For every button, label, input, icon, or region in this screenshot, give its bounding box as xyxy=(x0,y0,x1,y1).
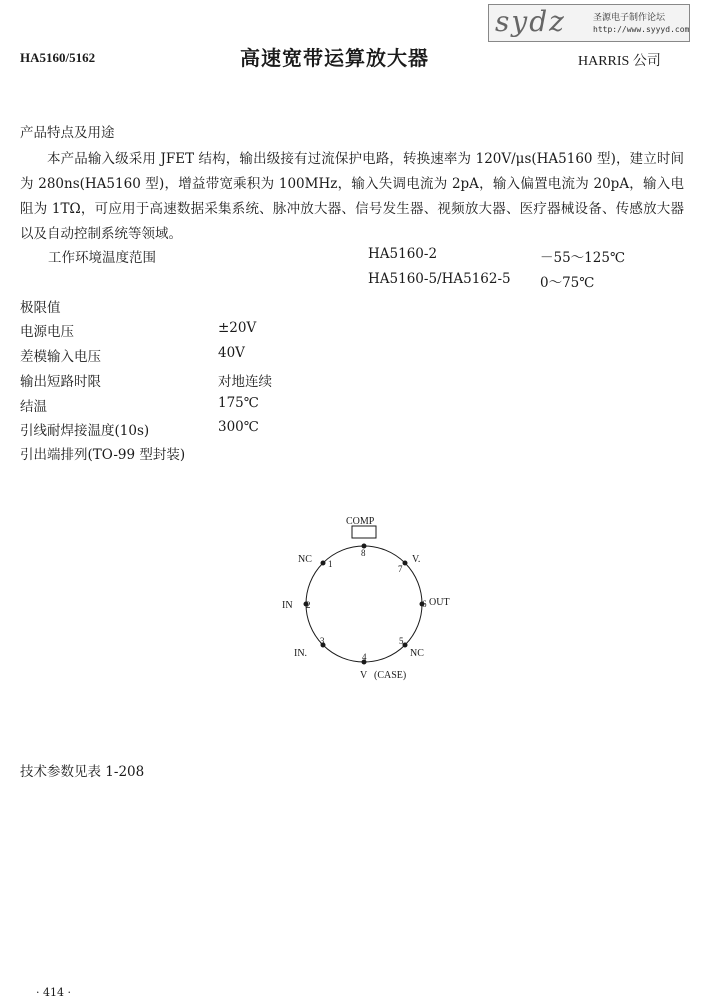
features-heading: 产品特点及用途 xyxy=(20,125,115,141)
watermark-url: http://www.syyyd.com xyxy=(593,25,690,34)
temperature-model: HA5160-5/HA5162-5 xyxy=(368,271,511,287)
pin-number: 6 xyxy=(422,599,427,609)
pin-label-v-plus: V. xyxy=(412,554,421,565)
pin-number: 8 xyxy=(361,548,366,558)
limit-value: 175℃ xyxy=(218,395,259,411)
temperature-label: 工作环境温度范围 xyxy=(48,250,156,266)
temperature-range: －55～125℃ xyxy=(540,250,626,266)
pin-label-out: OUT xyxy=(429,597,450,608)
pinout-heading: 引出端排列(TO-99 型封装) xyxy=(20,447,186,463)
limit-label: 结温 xyxy=(20,399,47,415)
watermark-logo: sydz xyxy=(495,5,566,38)
pin-label-v-minus: V xyxy=(360,670,368,681)
case-label: (CASE) xyxy=(374,670,407,681)
watermark-stamp xyxy=(488,4,690,42)
pin-number: 7 xyxy=(398,564,403,574)
pin-label-nc: NC xyxy=(298,554,312,565)
pin-number: 5 xyxy=(399,636,404,646)
pinout-diagram xyxy=(270,512,470,692)
pin-number: 2 xyxy=(306,600,311,610)
part-number: HA5160/5162 xyxy=(20,50,96,65)
company-name: HARRIS 公司 xyxy=(578,54,661,69)
pin-dot xyxy=(403,561,408,566)
comp-tab xyxy=(352,526,376,538)
features-paragraph: 本产品输入级采用 JFET 结构，输出级接有过流保护电路，转换速率为 120V/μs(HA5160 型)，建立时间为 280ns(HA5160 型)，增益带宽乘积为 100MHz，输入失调电流为 2pA，输入偏置电流为 20pA，输入电阻为 1TΩ，可应用于高速数据采集系统、脉冲放大器、信号发生器、视频放大器、医疗器械设备、传感放大器以及自动控制系统等领域。 xyxy=(20,151,684,242)
limit-label: 输出短路时限 xyxy=(20,374,101,390)
limit-value: 40V xyxy=(218,345,245,361)
temperature-model: HA5160-2 xyxy=(368,246,438,262)
limit-value: 300℃ xyxy=(218,419,259,435)
pin-number: 3 xyxy=(320,636,325,646)
limits-heading: 极限值 xyxy=(20,300,61,316)
limit-value: 对地连续 xyxy=(218,374,272,390)
parameter-reference: 技术参数见表 1-208 xyxy=(20,764,145,780)
temperature-range: 0～75℃ xyxy=(540,275,595,291)
limit-label: 引线耐焊接温度(10s) xyxy=(20,423,150,439)
watermark-site-name: 圣源电子制作论坛 xyxy=(593,13,666,23)
page-title: 高速宽带运算放大器 xyxy=(240,46,429,70)
pin-label-in: IN xyxy=(282,600,293,611)
pin-label-in: IN. xyxy=(294,648,308,659)
pin-number: 4 xyxy=(362,652,367,662)
limit-value: ±20V xyxy=(218,320,257,336)
comp-label: COMP xyxy=(346,516,375,527)
limit-label: 差模输入电压 xyxy=(20,349,101,365)
page-number: · 414 · xyxy=(36,986,71,999)
pin-number: 1 xyxy=(328,559,333,569)
pin-label-nc: NC xyxy=(410,648,424,659)
limit-label: 电源电压 xyxy=(20,324,74,340)
pin-dot xyxy=(321,561,326,566)
